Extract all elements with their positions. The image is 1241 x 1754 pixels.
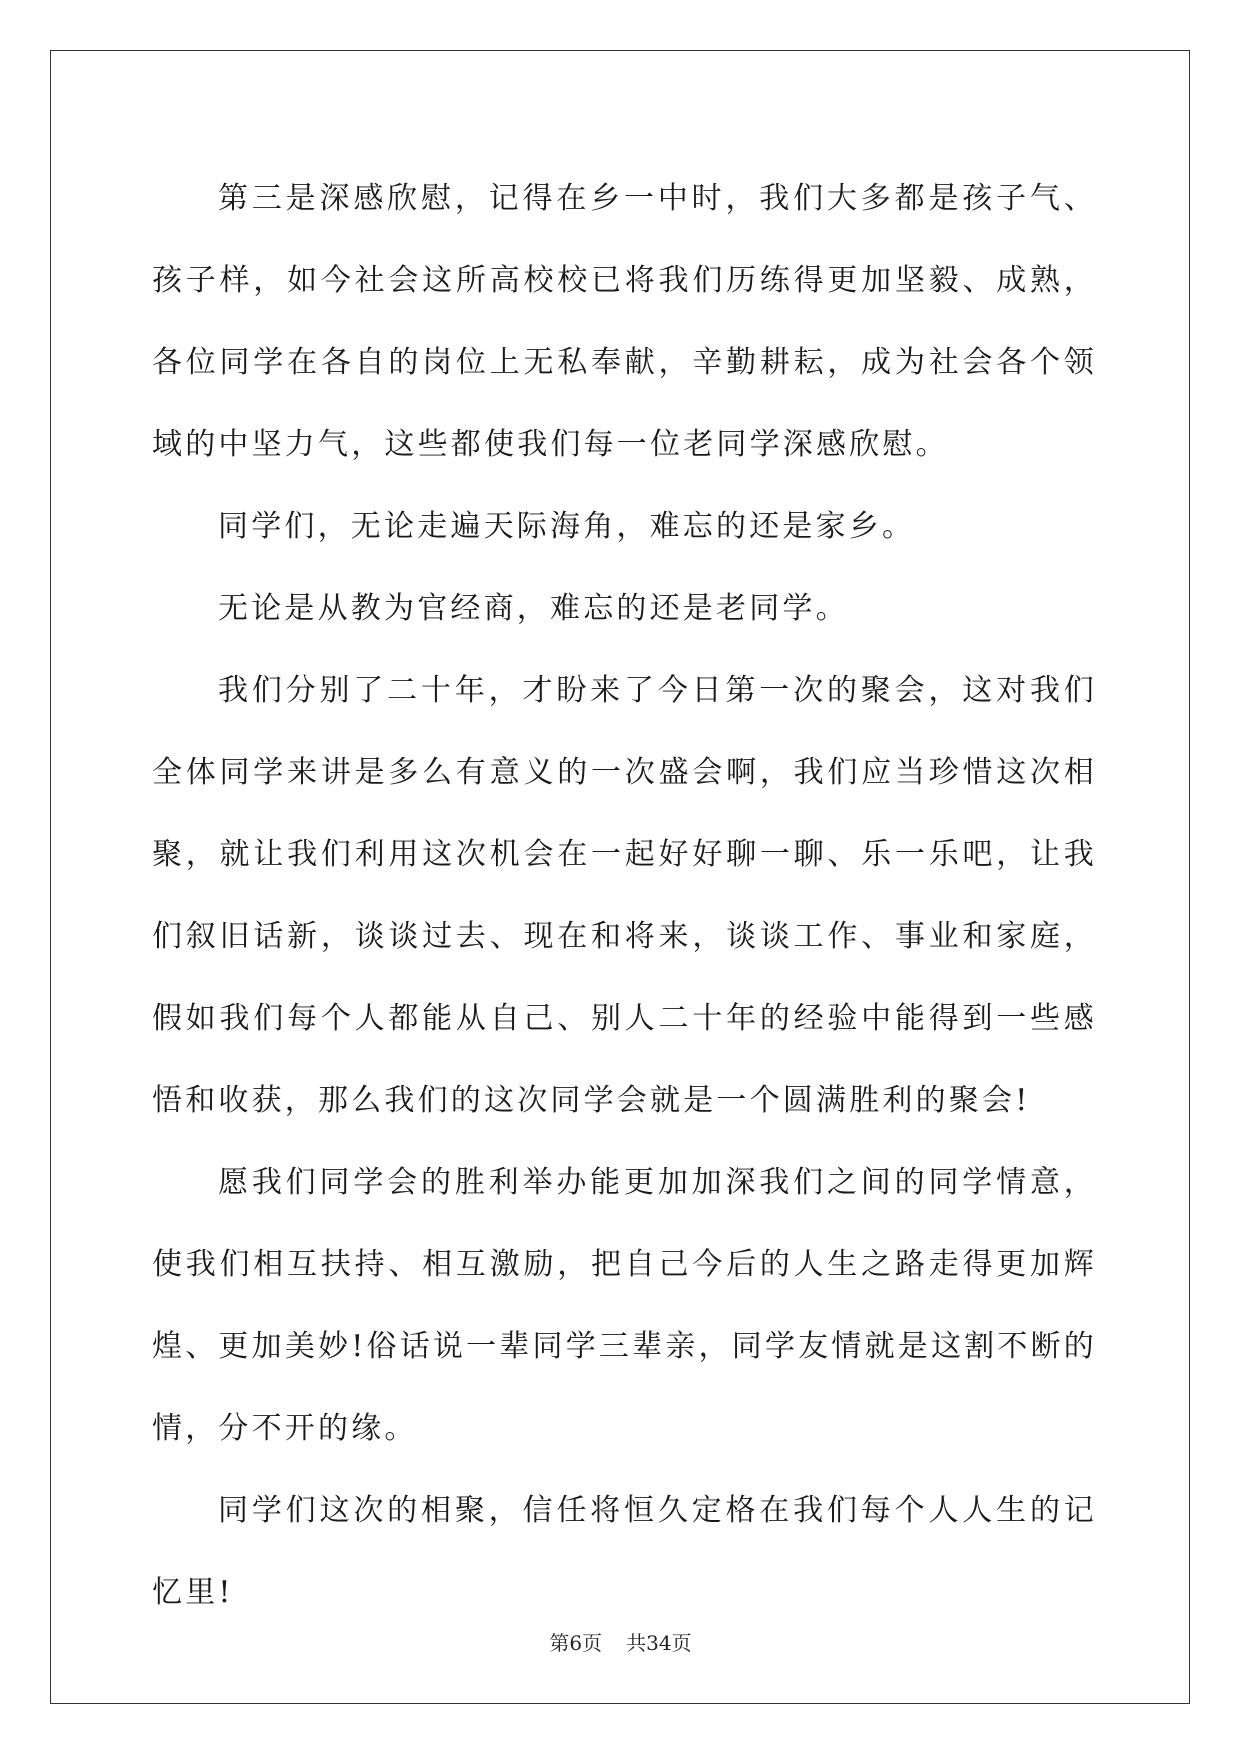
page-total: 共34页 xyxy=(626,1631,692,1655)
paragraph: 我们分别了二十年，才盼来了今日第一次的聚会，这对我们全体同学来讲是多么有意义的一次盛会啊，我们应当珍惜这次相聚，就让我们利用这次机会在一起好好聊一聊、乐一乐吧，让我们叙旧话新，谈谈过去、现在和将来，谈谈工作、事业和家庭，假如我们每个人都能从自己、别人二十年的经验中能得到一些感悟和收获，那么我们的这次同学会就是一个圆满胜利的聚会! xyxy=(152,673,1097,1118)
page-footer xyxy=(0,1627,1241,1656)
document-body xyxy=(152,158,1097,1634)
paragraph: 愿我们同学会的胜利举办能更加加深我们之间的同学情意，使我们相互扶持、相互激励，把自己今后的人生之路走得更加辉煌、更加美妙!俗话说一辈同学三辈亲，同学友情就是这割不断的情，分不开的缘。 xyxy=(152,1165,1097,1446)
paragraph: 同学们这次的相聚，信任将恒久定格在我们每个人人生的记忆里! xyxy=(152,1493,1097,1610)
paragraph: 同学们，无论走遍天际海角，难忘的还是家乡。 xyxy=(218,509,916,544)
page-number: 第6页 xyxy=(549,1631,603,1655)
paragraph: 第三是深感欣慰，记得在乡一中时，我们大多都是孩子气、孩子样，如今社会这所高校校已将我们历练得更加坚毅、成熟，各位同学在各自的岗位上无私奉献，辛勤耕耘，成为社会各个领域的中坚力气，这些都使我们每一位老同学深感欣慰。 xyxy=(152,181,1097,462)
paragraph: 无论是从教为官经商，难忘的还是老同学。 xyxy=(218,591,849,626)
